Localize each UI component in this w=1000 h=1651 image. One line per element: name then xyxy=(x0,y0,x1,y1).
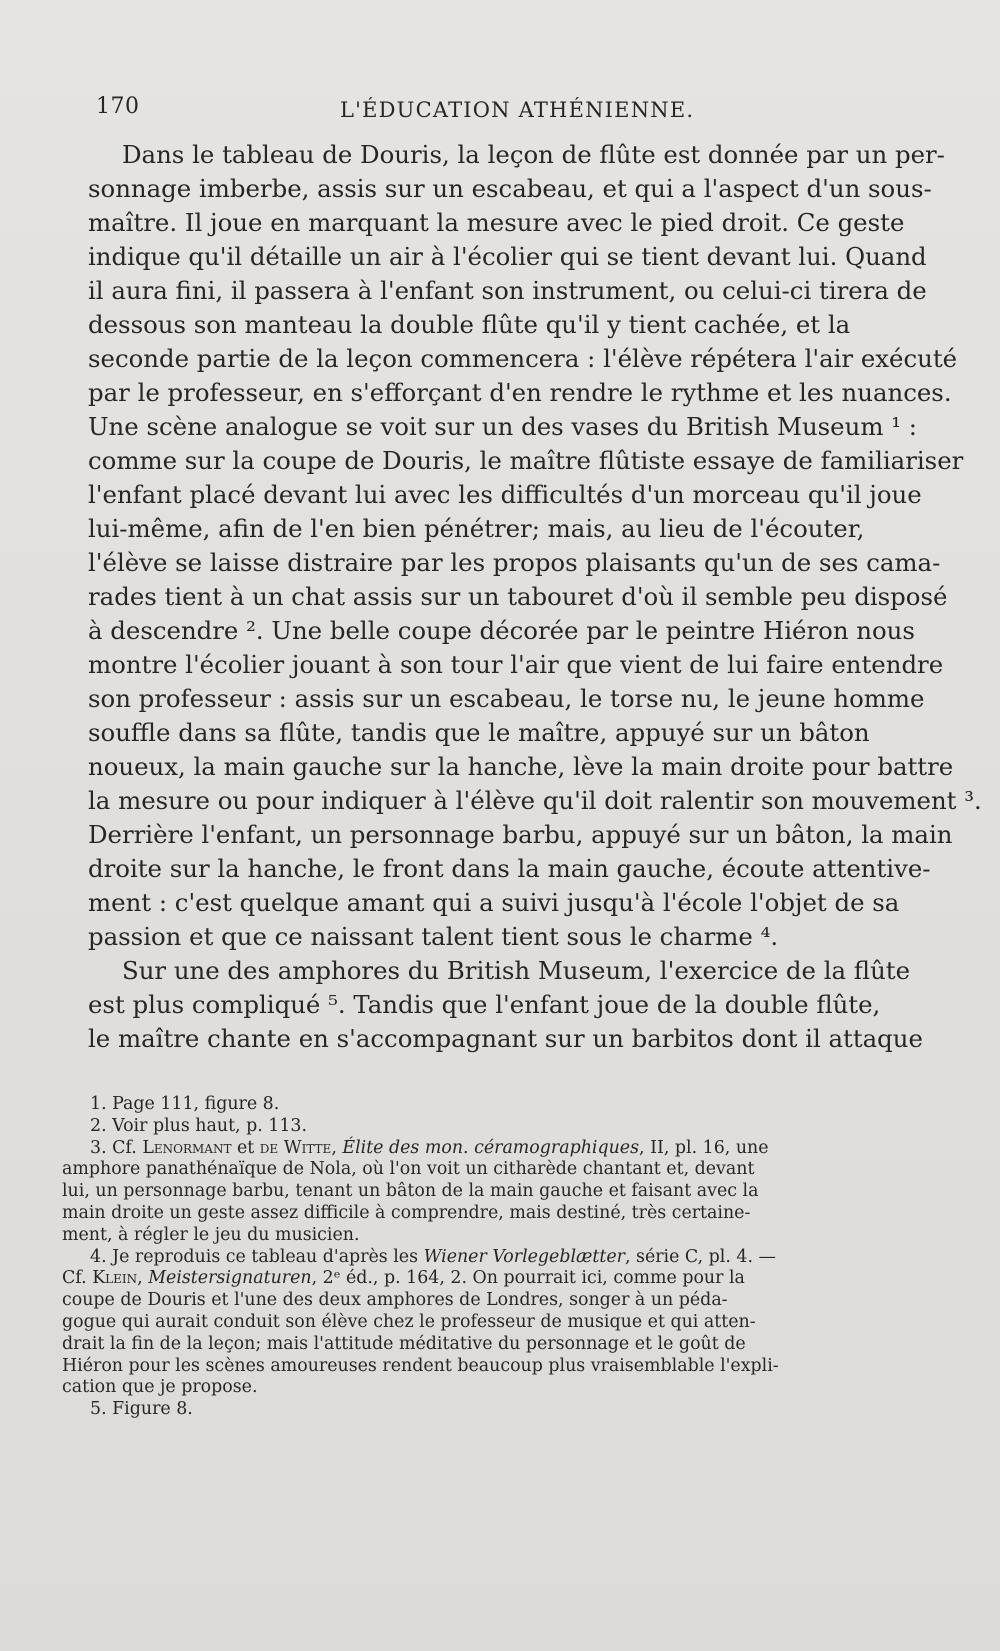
page-header xyxy=(92,94,892,130)
footnote-3-line: main droite un geste assez difficile à comprendre, mais destiné, très certaine- xyxy=(62,1202,751,1223)
text-line: Derrière l'enfant, un personnage barbu, appuyé sur un bâton, la main xyxy=(88,820,953,849)
text-line: l'enfant placé devant lui avec les difficultés d'un morceau qu'il joue xyxy=(88,480,922,509)
footnote-text: Cf. xyxy=(62,1268,93,1289)
footnote-4-line: drait la fin de la leçon; mais l'attitude méditative du personnage et le goût de xyxy=(62,1333,746,1354)
text-line: montre l'écolier jouant à son tour l'air que vient de lui faire entendre xyxy=(88,650,944,679)
text-line: noueux, la main gauche sur la hanche, lève la main droite pour battre xyxy=(88,752,954,781)
text-line: il aura fini, il passera à l'enfant son instrument, ou celui-ci tirera de xyxy=(88,276,927,305)
footnote-4-line: coupe de Douris et l'une des deux amphores de Londres, songer à un péda- xyxy=(62,1290,728,1311)
footnotes xyxy=(62,1094,862,1421)
footnote-text: , xyxy=(137,1268,149,1289)
text-line: droite sur la hanche, le front dans la main gauche, écoute attentive- xyxy=(88,854,931,883)
footnote-3 xyxy=(62,1138,862,1160)
text-line: par le professeur, en s'efforçant d'en rendre le rythme et les nuances. xyxy=(88,378,952,407)
footnote-text: , 2ᵉ éd., p. 164, 2. On pourrait ici, comme pour la xyxy=(311,1268,745,1289)
page-number: 170 xyxy=(96,94,140,119)
text-line: est plus compliqué ⁵. Tandis que l'enfant joue de la double flûte, xyxy=(88,990,881,1019)
work-title: Meistersignaturen xyxy=(148,1268,312,1289)
footnote-text: 3. Cf. xyxy=(90,1137,143,1158)
text-line: lui-même, afin de l'en bien pénétrer; mais, au lieu de l'écouter, xyxy=(88,514,865,543)
text-line: passion et que ce naissant talent tient sous le charme ⁴. xyxy=(88,922,779,951)
text-line: Une scène analogue se voit sur un des vases du British Museum ¹ : xyxy=(88,412,917,441)
text-line: le maître chante en s'accompagnant sur un barbitos dont il attaque xyxy=(88,1024,923,1053)
footnote-5: 5. Figure 8. xyxy=(90,1399,193,1420)
text-line: comme sur la coupe de Douris, le maître flûtiste essaye de familiariser xyxy=(88,446,964,475)
footnote-4-line: gogue qui aurait conduit son élève chez le professeur de musique et qui atten- xyxy=(62,1311,756,1332)
text-line: maître. Il joue en marquant la mesure avec le pied droit. Ce geste xyxy=(88,208,905,237)
author-name: Klein xyxy=(92,1268,138,1289)
text-line: souffle dans sa flûte, tandis que le maître, appuyé sur un bâton xyxy=(88,718,870,747)
footnote-3-line: amphore panathénaïque de Nola, où l'on voit un citharède chantant et, devant xyxy=(62,1159,755,1180)
text-line: la mesure ou pour indiquer à l'élève qu'il doit ralentir son mouvement ³. xyxy=(88,786,982,815)
text-line: son professeur : assis sur un escabeau, le torse nu, le jeune homme xyxy=(88,684,925,713)
footnote-text: et xyxy=(231,1137,260,1158)
work-title: Wiener Vorlegeblætter xyxy=(423,1246,625,1267)
author-name: de Witte xyxy=(259,1137,332,1158)
footnote-4-line: cation que je propose. xyxy=(62,1377,258,1398)
footnote-text: , série C, pl. 4. — xyxy=(624,1246,776,1267)
text-line: à descendre ². Une belle coupe décorée par le peintre Hiéron nous xyxy=(88,616,915,645)
text-line: indique qu'il détaille un air à l'écolier qui se tient devant lui. Quand xyxy=(88,242,927,271)
footnote-3-line: ment, à régler le jeu du musicien. xyxy=(62,1224,360,1245)
footnote-4 xyxy=(62,1247,862,1269)
text-line: Sur une des amphores du British Museum, l'exercice de la flûte xyxy=(122,956,911,985)
work-title: Élite des mon. céramographiques xyxy=(342,1137,640,1158)
footnote-text: , II, pl. 16, une xyxy=(639,1137,769,1158)
footnote-3-line: lui, un personnage barbu, tenant un bâton de la main gauche et faisant avec la xyxy=(62,1181,759,1202)
text-line: Dans le tableau de Douris, la leçon de flûte est donnée par un per- xyxy=(122,140,945,169)
text-line: sonnage imberbe, assis sur un escabeau, et qui a l'aspect d'un sous- xyxy=(88,174,932,203)
footnote-2: 2. Voir plus haut, p. 113. xyxy=(90,1115,308,1136)
footnote-4-line: Hiéron pour les scènes amoureuses rendent beaucoup plus vraisemblable l'expli- xyxy=(62,1355,779,1376)
main-text xyxy=(88,138,982,1056)
text-line: rades tient à un chat assis sur un tabouret d'où il semble peu disposé xyxy=(88,582,948,611)
text-line: ment : c'est quelque amant qui a suivi jusqu'à l'école l'objet de sa xyxy=(88,888,900,917)
author-name: Lenormant xyxy=(142,1137,232,1158)
text-line: l'élève se laisse distraire par les propos plaisants qu'un de ses cama- xyxy=(88,548,941,577)
footnote-4-line xyxy=(62,1268,862,1290)
footnote-1: 1. Page 111, figure 8. xyxy=(90,1094,280,1114)
text-line: seconde partie de la leçon commencera : l'élève répétera l'air exécuté xyxy=(88,344,958,373)
footnote-text: 4. Je reproduis ce tableau d'après les xyxy=(90,1246,424,1267)
text-line: dessous son manteau la double flûte qu'il y tient cachée, et la xyxy=(88,310,851,339)
running-title: L'ÉDUCATION ATHÉNIENNE. xyxy=(340,98,695,122)
footnote-text: , xyxy=(331,1137,343,1158)
